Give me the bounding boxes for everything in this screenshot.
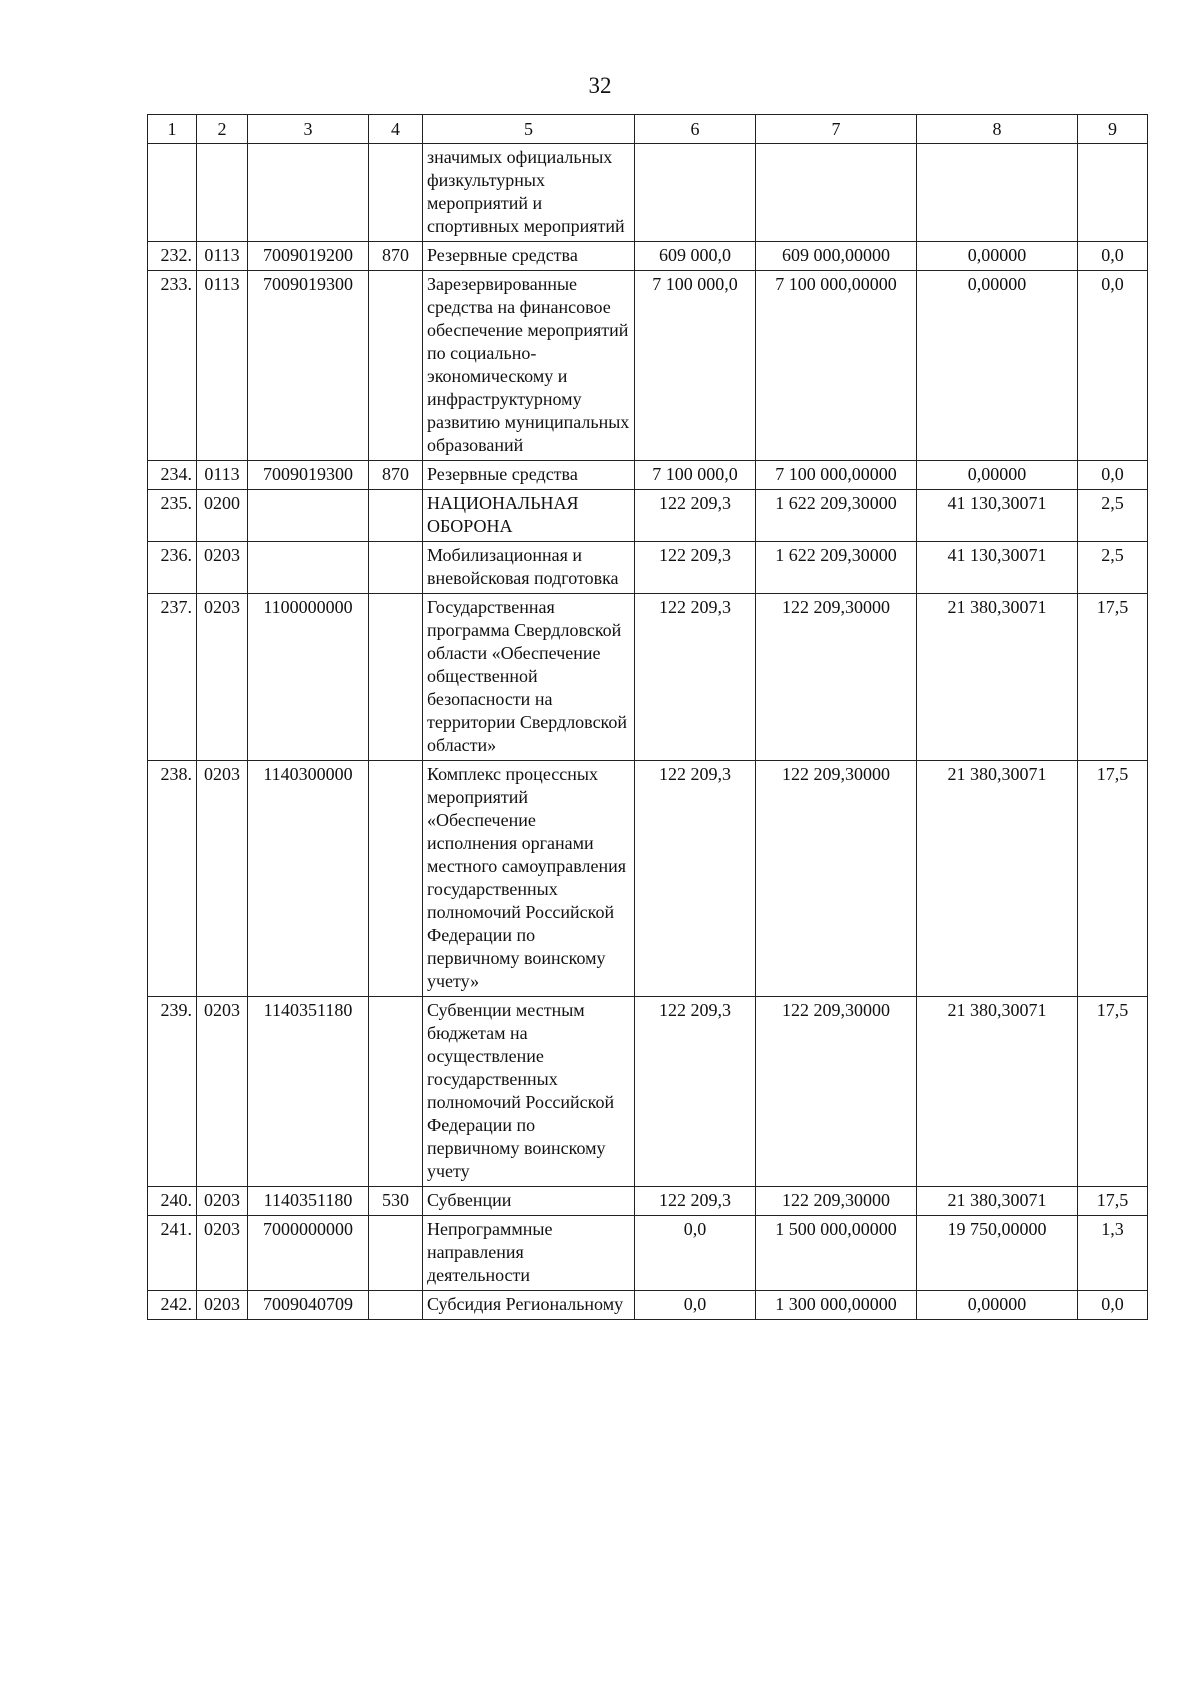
item-name-cell: Субсидия Региональному bbox=[423, 1291, 635, 1320]
planned-amount-cell: 0,0 bbox=[635, 1216, 756, 1291]
section-code-cell: 0203 bbox=[197, 1291, 248, 1320]
executed-amount-cell: 21 380,30071 bbox=[917, 594, 1078, 761]
item-name-cell: Мобилизационная и вневойсковая подготовка bbox=[423, 542, 635, 594]
column-header: 6 bbox=[635, 115, 756, 144]
row-number-cell: 235. bbox=[148, 490, 197, 542]
target-code-cell: 1140351180 bbox=[248, 1187, 369, 1216]
revised-amount-cell: 609 000,00000 bbox=[756, 242, 917, 271]
section-code-cell: 0203 bbox=[197, 542, 248, 594]
target-code-cell: 7009019200 bbox=[248, 242, 369, 271]
target-code-cell: 7000000000 bbox=[248, 1216, 369, 1291]
row-number-cell: 239. bbox=[148, 997, 197, 1187]
planned-amount-cell bbox=[635, 144, 756, 242]
executed-amount-cell: 0,00000 bbox=[917, 1291, 1078, 1320]
section-code-cell bbox=[197, 144, 248, 242]
expense-type-cell bbox=[369, 997, 423, 1187]
executed-amount-cell: 19 750,00000 bbox=[917, 1216, 1078, 1291]
item-name-cell: Резервные средства bbox=[423, 242, 635, 271]
target-code-cell bbox=[248, 490, 369, 542]
expense-type-cell bbox=[369, 761, 423, 997]
target-code-cell: 7009019300 bbox=[248, 271, 369, 461]
target-code-cell: 7009040709 bbox=[248, 1291, 369, 1320]
expense-type-cell: 870 bbox=[369, 461, 423, 490]
table-row bbox=[148, 1187, 1148, 1216]
percent-cell: 17,5 bbox=[1078, 997, 1148, 1187]
row-number-cell: 240. bbox=[148, 1187, 197, 1216]
expense-type-cell bbox=[369, 542, 423, 594]
planned-amount-cell: 7 100 000,0 bbox=[635, 461, 756, 490]
planned-amount-cell: 122 209,3 bbox=[635, 997, 756, 1187]
planned-amount-cell: 122 209,3 bbox=[635, 1187, 756, 1216]
target-code-cell: 1100000000 bbox=[248, 594, 369, 761]
item-name-cell: Зарезервированные средства на финансовое обеспечение мероприятий по социально-экономическому и инфраструктурному развитию муниципальных образований bbox=[423, 271, 635, 461]
row-number-cell: 241. bbox=[148, 1216, 197, 1291]
executed-amount-cell bbox=[917, 144, 1078, 242]
revised-amount-cell bbox=[756, 144, 917, 242]
percent-cell: 2,5 bbox=[1078, 490, 1148, 542]
table-row bbox=[148, 594, 1148, 761]
row-number-cell: 242. bbox=[148, 1291, 197, 1320]
executed-amount-cell: 21 380,30071 bbox=[917, 761, 1078, 997]
expense-type-cell: 870 bbox=[369, 242, 423, 271]
target-code-cell bbox=[248, 144, 369, 242]
revised-amount-cell: 122 209,30000 bbox=[756, 997, 917, 1187]
row-number-cell: 238. bbox=[148, 761, 197, 997]
section-code-cell: 0203 bbox=[197, 761, 248, 997]
section-code-cell: 0200 bbox=[197, 490, 248, 542]
revised-amount-cell: 1 300 000,00000 bbox=[756, 1291, 917, 1320]
section-code-cell: 0203 bbox=[197, 1216, 248, 1291]
target-code-cell: 7009019300 bbox=[248, 461, 369, 490]
budget-table bbox=[147, 114, 1148, 1320]
target-code-cell bbox=[248, 542, 369, 594]
table-row bbox=[148, 242, 1148, 271]
table-row bbox=[148, 461, 1148, 490]
section-code-cell: 0203 bbox=[197, 997, 248, 1187]
table-row bbox=[148, 144, 1148, 242]
percent-cell: 0,0 bbox=[1078, 242, 1148, 271]
percent-cell: 0,0 bbox=[1078, 461, 1148, 490]
expense-type-cell bbox=[369, 144, 423, 242]
row-number-cell: 232. bbox=[148, 242, 197, 271]
expense-type-cell bbox=[369, 594, 423, 761]
expense-type-cell bbox=[369, 490, 423, 542]
table-row bbox=[148, 490, 1148, 542]
item-name-cell: Субвенции bbox=[423, 1187, 635, 1216]
table-row bbox=[148, 997, 1148, 1187]
row-number-cell: 233. bbox=[148, 271, 197, 461]
section-code-cell: 0203 bbox=[197, 1187, 248, 1216]
item-name-cell: Резервные средства bbox=[423, 461, 635, 490]
revised-amount-cell: 7 100 000,00000 bbox=[756, 271, 917, 461]
column-header: 4 bbox=[369, 115, 423, 144]
section-code-cell: 0113 bbox=[197, 461, 248, 490]
table-row bbox=[148, 761, 1148, 997]
percent-cell: 2,5 bbox=[1078, 542, 1148, 594]
page-number: 32 bbox=[588, 73, 612, 98]
percent-cell: 17,5 bbox=[1078, 761, 1148, 997]
table-row bbox=[148, 542, 1148, 594]
percent-cell: 17,5 bbox=[1078, 594, 1148, 761]
expense-type-cell bbox=[369, 1291, 423, 1320]
target-code-cell: 1140351180 bbox=[248, 997, 369, 1187]
row-number-cell: 237. bbox=[148, 594, 197, 761]
planned-amount-cell: 122 209,3 bbox=[635, 542, 756, 594]
planned-amount-cell: 0,0 bbox=[635, 1291, 756, 1320]
header-row bbox=[148, 115, 1148, 144]
revised-amount-cell: 122 209,30000 bbox=[756, 1187, 917, 1216]
column-header: 9 bbox=[1078, 115, 1148, 144]
item-name-cell: Субвенции местным бюджетам на осуществление государственных полномочий Российской Федерации по первичному воинскому учету bbox=[423, 997, 635, 1187]
revised-amount-cell: 7 100 000,00000 bbox=[756, 461, 917, 490]
section-code-cell: 0113 bbox=[197, 271, 248, 461]
section-code-cell: 0203 bbox=[197, 594, 248, 761]
column-header: 8 bbox=[917, 115, 1078, 144]
revised-amount-cell: 122 209,30000 bbox=[756, 594, 917, 761]
executed-amount-cell: 21 380,30071 bbox=[917, 1187, 1078, 1216]
row-number-cell: 234. bbox=[148, 461, 197, 490]
executed-amount-cell: 0,00000 bbox=[917, 242, 1078, 271]
revised-amount-cell: 1 622 209,30000 bbox=[756, 490, 917, 542]
item-name-cell: значимых официальных физкультурных мероприятий и спортивных мероприятий bbox=[423, 144, 635, 242]
executed-amount-cell: 21 380,30071 bbox=[917, 997, 1078, 1187]
item-name-cell: Непрограммные направления деятельности bbox=[423, 1216, 635, 1291]
table-row bbox=[148, 1216, 1148, 1291]
item-name-cell: Комплекс процессных мероприятий «Обеспечение исполнения органами местного самоуправления государственных полномочий Российской Федерации по первичному воинскому учету» bbox=[423, 761, 635, 997]
expense-type-cell bbox=[369, 1216, 423, 1291]
executed-amount-cell: 41 130,30071 bbox=[917, 490, 1078, 542]
percent-cell: 1,3 bbox=[1078, 1216, 1148, 1291]
column-header: 3 bbox=[248, 115, 369, 144]
item-name-cell: НАЦИОНАЛЬНАЯ ОБОРОНА bbox=[423, 490, 635, 542]
section-code-cell: 0113 bbox=[197, 242, 248, 271]
revised-amount-cell: 122 209,30000 bbox=[756, 761, 917, 997]
planned-amount-cell: 122 209,3 bbox=[635, 761, 756, 997]
item-name-cell: Государственная программа Свердловской области «Обеспечение общественной безопасности на территории Свердловской области» bbox=[423, 594, 635, 761]
planned-amount-cell: 7 100 000,0 bbox=[635, 271, 756, 461]
percent-cell: 17,5 bbox=[1078, 1187, 1148, 1216]
percent-cell: 0,0 bbox=[1078, 1291, 1148, 1320]
planned-amount-cell: 122 209,3 bbox=[635, 594, 756, 761]
revised-amount-cell: 1 500 000,00000 bbox=[756, 1216, 917, 1291]
expense-type-cell bbox=[369, 271, 423, 461]
column-header: 2 bbox=[197, 115, 248, 144]
column-header: 5 bbox=[423, 115, 635, 144]
table-row bbox=[148, 1291, 1148, 1320]
percent-cell bbox=[1078, 144, 1148, 242]
revised-amount-cell: 1 622 209,30000 bbox=[756, 542, 917, 594]
percent-cell: 0,0 bbox=[1078, 271, 1148, 461]
executed-amount-cell: 0,00000 bbox=[917, 271, 1078, 461]
column-header: 1 bbox=[148, 115, 197, 144]
row-number-cell bbox=[148, 144, 197, 242]
executed-amount-cell: 0,00000 bbox=[917, 461, 1078, 490]
column-header: 7 bbox=[756, 115, 917, 144]
expense-type-cell: 530 bbox=[369, 1187, 423, 1216]
row-number-cell: 236. bbox=[148, 542, 197, 594]
target-code-cell: 1140300000 bbox=[248, 761, 369, 997]
table-row bbox=[148, 271, 1148, 461]
planned-amount-cell: 609 000,0 bbox=[635, 242, 756, 271]
planned-amount-cell: 122 209,3 bbox=[635, 490, 756, 542]
executed-amount-cell: 41 130,30071 bbox=[917, 542, 1078, 594]
